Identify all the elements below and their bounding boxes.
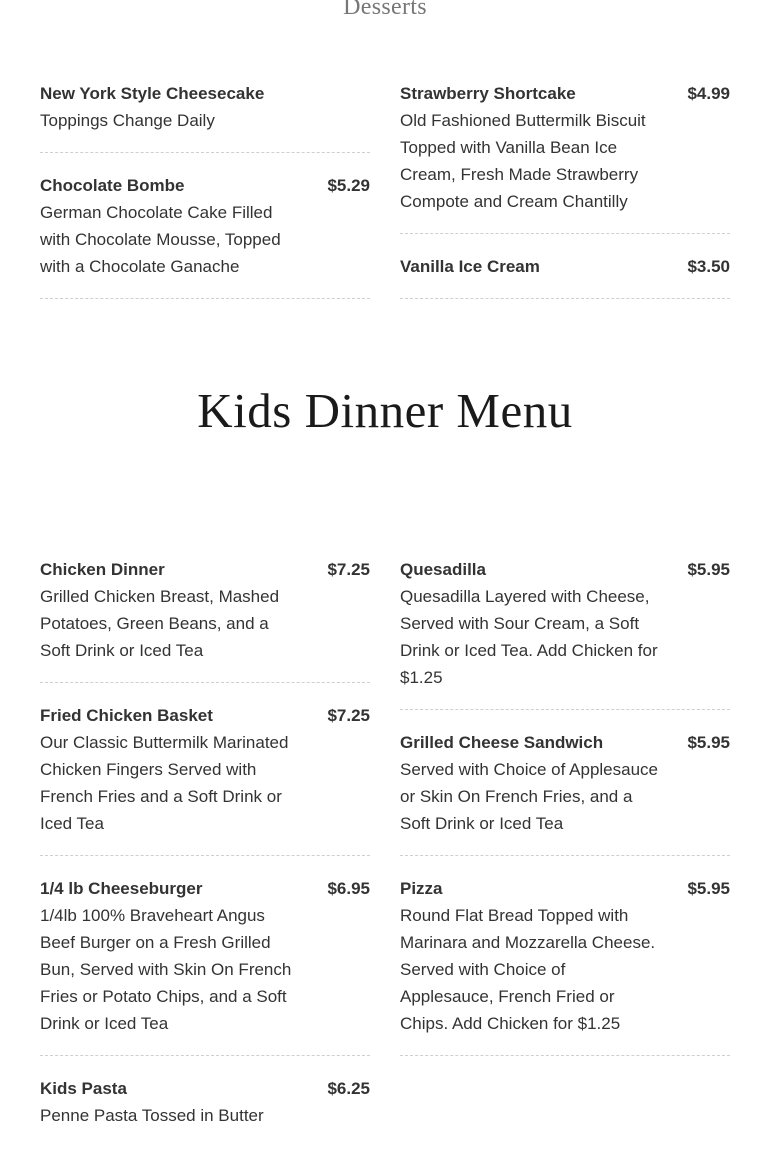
item-price: $4.99 (687, 84, 730, 103)
item-name: Quesadilla (400, 560, 486, 579)
item-name: Pizza (400, 879, 443, 898)
item-description: Served with Choice of Applesauce or Skin On French Fries, and a Soft Drink or Iced Tea (400, 760, 658, 833)
menu-item (400, 253, 730, 299)
item-price: $5.95 (687, 560, 730, 579)
desserts-left-column (40, 80, 370, 318)
item-description: Penne Pasta Tossed in Butter (40, 1106, 264, 1125)
item-description: Our Classic Buttermilk Marinated Chicken Fingers Served with French Fries and a Soft Drink or Iced Tea (40, 733, 289, 833)
item-price: $5.95 (687, 733, 730, 752)
item-description: Grilled Chicken Breast, Mashed Potatoes, Green Beans, and a Soft Drink or Iced Tea (40, 587, 280, 660)
item-name: Strawberry Shortcake (400, 84, 576, 103)
desserts-heading: Desserts (343, 0, 427, 20)
item-description: Toppings Change Daily (40, 111, 215, 130)
menu-item (400, 556, 730, 710)
item-description: Quesadilla Layered with Cheese, Served with Sour Cream, a Soft Drink or Iced Tea. Add Chicken for $1.25 (400, 587, 658, 687)
desserts-right-column (400, 80, 730, 318)
menu-item (400, 729, 730, 856)
item-name: Fried Chicken Basket (40, 706, 213, 725)
item-price: $7.25 (327, 706, 370, 725)
item-name: Grilled Cheese Sandwich (400, 733, 604, 752)
item-name: Chicken Dinner (40, 560, 165, 579)
item-name: New York Style Cheesecake (40, 84, 265, 103)
item-name: Chocolate Bombe (40, 176, 185, 195)
menu-item (400, 80, 730, 234)
kids-left-column (40, 556, 370, 1166)
menu-item (40, 556, 370, 683)
item-price: $5.29 (327, 176, 370, 195)
item-name: 1/4 lb Cheeseburger (40, 879, 203, 898)
item-price: $3.50 (687, 257, 730, 276)
item-name: Kids Pasta (40, 1079, 127, 1098)
kids-right-column (400, 556, 730, 1075)
item-price: $5.95 (687, 879, 730, 898)
menu-item (40, 702, 370, 856)
menu-item (40, 80, 370, 153)
item-price: $7.25 (327, 560, 370, 579)
menu-item (40, 172, 370, 299)
item-price: $6.95 (327, 879, 370, 898)
menu-item (40, 1075, 370, 1147)
item-description: German Chocolate Cake Filled with Chocolate Mousse, Topped with a Chocolate Ganache (40, 203, 281, 276)
item-name: Vanilla Ice Cream (400, 257, 540, 276)
menu-item (40, 875, 370, 1056)
item-description: Old Fashioned Buttermilk Biscuit Topped with Vanilla Bean Ice Cream, Fresh Made Strawberry Compote and Cream Chantilly (400, 111, 646, 211)
kids-dinner-menu-heading: Kids Dinner Menu (197, 383, 573, 438)
item-description: Round Flat Bread Topped with Marinara and Mozzarella Cheese. Served with Choice of Applesauce, French Fried or Chips. Add Chicken for $1.25 (400, 906, 656, 1033)
item-description: 1/4lb 100% Braveheart Angus Beef Burger on a Fresh Grilled Bun, Served with Skin On French Fries or Potato Chips, and a Soft Drink or Iced Tea (40, 906, 292, 1033)
item-price: $6.25 (327, 1079, 370, 1098)
menu-item (400, 875, 730, 1056)
